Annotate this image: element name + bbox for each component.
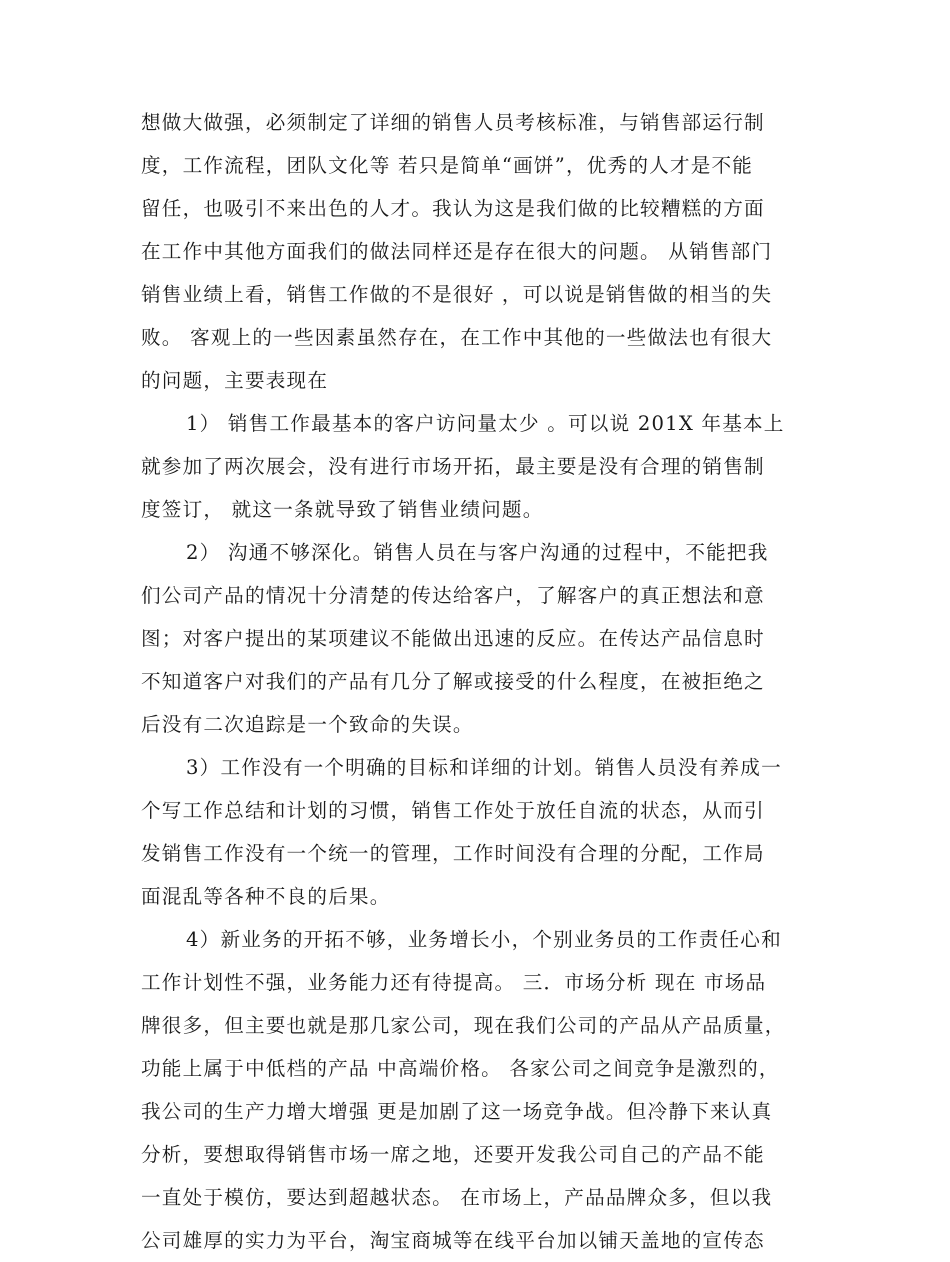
text-line: 留任，也吸引不来出色的人才。我认为这是我们做的比较糟糕的方面 — [141, 197, 765, 220]
text-line: 想做大做强，必须制定了详细的销售人员考核标准，与销售部运行制 — [141, 111, 765, 134]
text-line: 分析，要想取得销售市场一席之地，还要开发我公司自己的产品不能 — [141, 1143, 765, 1166]
text-line: 我公司的生产力增大增强 更是加剧了这一场竞争战。但冷静下来认真 — [141, 1100, 773, 1123]
text-line: 们公司产品的情况十分清楚的传达给客户，了解客户的真正想法和意 — [141, 584, 765, 607]
text-line: 的问题，主要表现在 — [141, 369, 329, 392]
text-line: 在工作中其他方面我们的做法同样还是存在很大的问题。 从销售部门 — [141, 240, 773, 263]
text-line: 个写工作总结和计划的习惯，销售工作处于放任自流的状态，从而引 — [141, 799, 765, 822]
text-line: 面混乱等各种不良的后果。 — [141, 885, 391, 908]
text-line: 工作计划性不强，业务能力还有待提高。 三．市场分析 现在 市场品 — [141, 971, 767, 994]
text-line: 后没有二次追踪是一个致命的失误。 — [141, 713, 474, 736]
text-line: 功能上属于中低档的产品 中高端价格。 各家公司之间竞争是激烈的， — [141, 1057, 780, 1080]
list-item-1-first-line: 1） 销售工作最基本的客户访问量太少 。可以说 201X 年基本上 — [186, 412, 785, 435]
text-line: 牌很多，但主要也就是那几家公司，现在我们公司的产品从产品质量， — [141, 1014, 786, 1037]
text-line: 度签订， 就这一条就导致了销售业绩问题。 — [141, 498, 544, 521]
text-line: 不知道客户对我们的产品有几分了解或接受的什么程度，在被拒绝之 — [141, 670, 765, 693]
text-line: 一直处于模仿，要达到超越状态。 在市场上，产品品牌众多，但以我 — [141, 1186, 773, 1209]
list-item-3-first-line: 3）工作没有一个明确的目标和详细的计划。销售人员没有养成一 — [186, 756, 782, 779]
text-line: 销售业绩上看，销售工作做的不是很好 ，可以说是销售做的相当的失 — [141, 283, 773, 306]
list-item-2-first-line: 2） 沟通不够深化。销售人员在与客户沟通的过程中，不能把我 — [186, 541, 769, 564]
text-line: 败。 客观上的一些因素虽然存在，在工作中其他的一些做法也有很大 — [141, 326, 773, 349]
text-line: 度，工作流程，团队文化等 若只是简单“画饼”，优秀的人才是不能 — [141, 154, 754, 177]
text-line: 图；对客户提出的某项建议不能做出迅速的反应。在传达产品信息时 — [141, 627, 765, 650]
body-text — [141, 101, 831, 1262]
text-line: 发销售工作没有一个统一的管理，工作时间没有合理的分配，工作局 — [141, 842, 765, 865]
text-line: 就参加了两次展会，没有进行市场开拓，最主要是没有合理的销售制 — [141, 455, 765, 478]
text-line: 公司雄厚的实力为平台，淘宝商城等在线平台加以铺天盖地的宣传态 — [141, 1229, 765, 1252]
list-item-4-first-line: 4）新业务的开拓不够，业务增长小，个别业务员的工作责任心和 — [186, 928, 782, 951]
